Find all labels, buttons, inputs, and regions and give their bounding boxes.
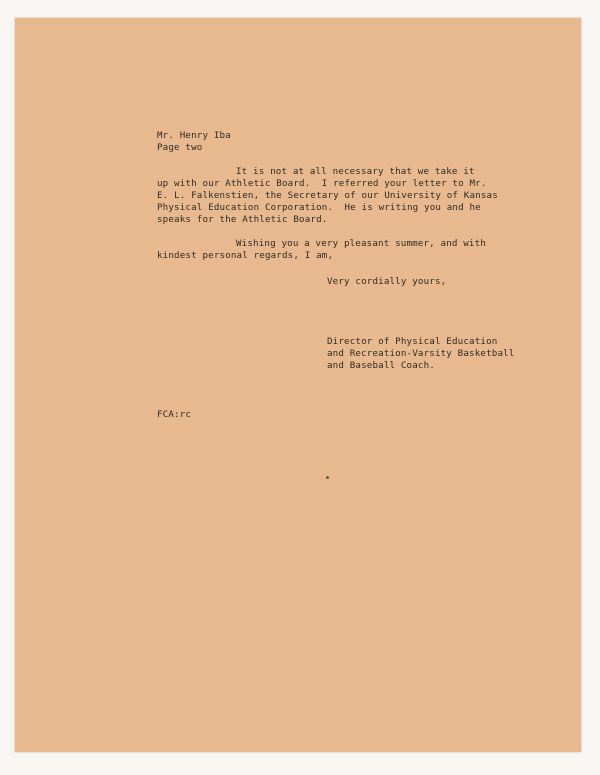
paragraph-2-line-2: kindest personal regards, I am, [157, 250, 334, 261]
paragraph-1-line-4: Physical Education Corporation. He is writing you and he [157, 202, 481, 213]
complimentary-close: Very cordially yours, [327, 276, 447, 287]
page-number-label: Page two [157, 142, 203, 153]
paragraph-2-line-1: Wishing you a very pleasant summer, and with [236, 238, 486, 249]
paragraph-1-line-2: up with our Athletic Board. I referred your letter to Mr. [157, 178, 487, 189]
recipient-name: Mr. Henry Iba [157, 130, 231, 141]
paragraph-1-line-5: speaks for the Athletic Board. [157, 214, 328, 225]
typist-initials: FCA:rc [157, 409, 192, 420]
paper-speck [326, 476, 329, 479]
signature-title-line-3: and Baseball Coach. [327, 360, 435, 371]
paragraph-1-line-1: It is not at all necessary that we take it [236, 166, 475, 177]
signature-title-line-2: and Recreation-Varsity Basketball [327, 348, 515, 359]
signature-title-line-1: Director of Physical Education [327, 336, 498, 347]
letter-page [15, 18, 581, 752]
paragraph-1-line-3: E. L. Falkenstien, the Secretary of our University of Kansas [157, 190, 498, 201]
